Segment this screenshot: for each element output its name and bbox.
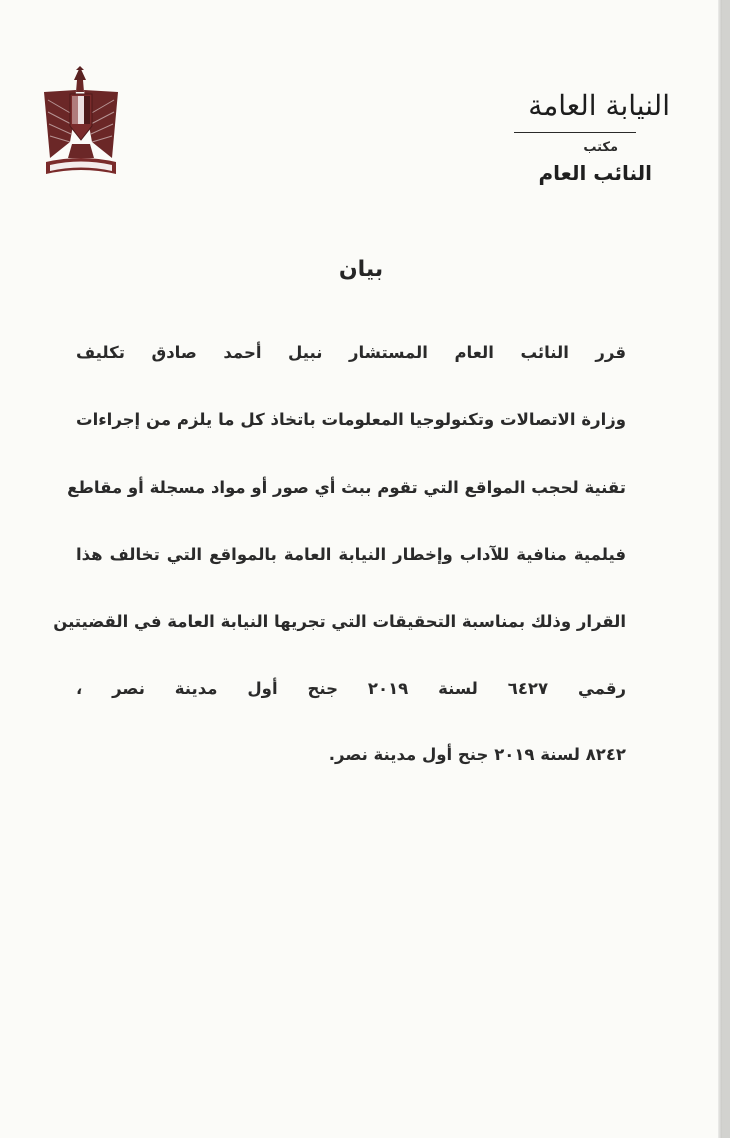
statement-line-5: القرار وذلك بمناسبة التحقيقات التي تجريها النيابة العامة في القضيتين xyxy=(53,612,626,631)
office-title: النائب العام xyxy=(538,161,652,185)
header-divider xyxy=(514,132,636,133)
page-edge-shadow xyxy=(722,0,730,1138)
statement-title: بيان xyxy=(338,257,384,282)
statement-line-4: فيلمية منافية للآداب وإخطار النيابة العامة بالمواقع التي تخالف هذا xyxy=(76,545,626,564)
statement-line-3: تقنية لحجب المواقع التي تقوم ببث أي صور أو مواد مسجلة أو مقاطع xyxy=(67,478,626,497)
statement-line-2: وزارة الاتصالات وتكنولوجيا المعلومات باتخاذ كل ما يلزم من إجراءات xyxy=(76,410,626,429)
office-label: مكتب xyxy=(583,140,618,155)
statement-line-7: ٨٢٤٢ لسنة ٢٠١٩ جنح أول مدينة نصر. xyxy=(328,745,626,764)
statement-line-6: رقمي ٦٤٢٧ لسنة ٢٠١٩ جنح أول مدينة نصر ، xyxy=(76,679,627,698)
office-header xyxy=(470,88,670,198)
office-calligraphy: النيابة العامة xyxy=(528,89,670,122)
statement-line-1: قرر النائب العام المستشار نبيل أحمد صادق تكليف xyxy=(76,343,626,362)
eagle-emblem-icon xyxy=(40,62,122,186)
